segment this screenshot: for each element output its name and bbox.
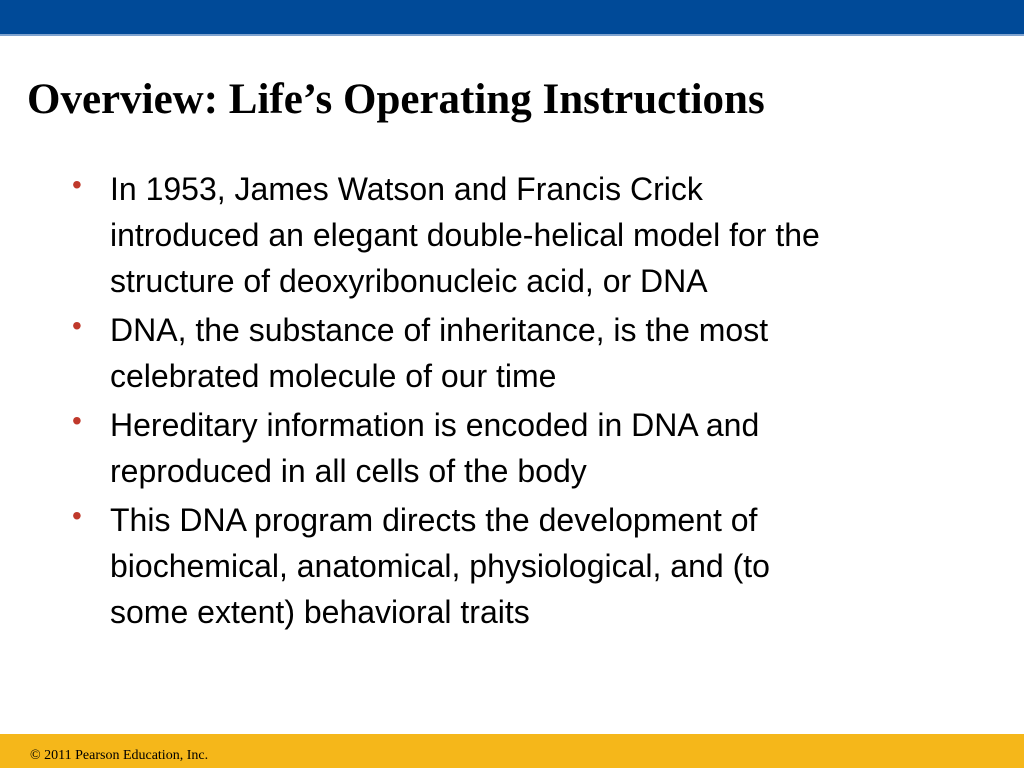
bullet-item xyxy=(72,402,1012,494)
bullet-line: DNA, the substance of inheritance, is the most xyxy=(110,312,769,348)
copyright-notice: © 2011 Pearson Education, Inc. xyxy=(30,748,209,763)
bullet-line: some extent) behavioral traits xyxy=(110,594,530,630)
bullet-line: structure of deoxyribonucleic acid, or DNA xyxy=(110,263,708,299)
bullet-list xyxy=(72,166,1012,638)
bullet-marker: • xyxy=(72,169,82,200)
header-bar xyxy=(0,0,1024,34)
bullet-line: reproduced in all cells of the body xyxy=(110,453,587,489)
bullet-marker: • xyxy=(72,405,82,436)
bullet-item xyxy=(72,166,1012,304)
bullet-line: This DNA program directs the development of xyxy=(110,502,758,538)
bullet-line: biochemical, anatomical, physiological, and (to xyxy=(110,548,770,584)
bullet-marker: • xyxy=(72,310,82,341)
bullet-line: celebrated molecule of our time xyxy=(110,358,557,394)
bullet-line: In 1953, James Watson and Francis Crick xyxy=(110,171,703,207)
bullet-marker: • xyxy=(72,500,82,531)
header-rule xyxy=(0,34,1024,36)
bullet-item xyxy=(72,307,1012,399)
bullet-line: Hereditary information is encoded in DNA and xyxy=(110,407,760,443)
slide-title: Overview: Life’s Operating Instructions xyxy=(27,76,765,123)
bullet-item xyxy=(72,497,1012,635)
bullet-line: introduced an elegant double-helical model for the xyxy=(110,217,820,253)
